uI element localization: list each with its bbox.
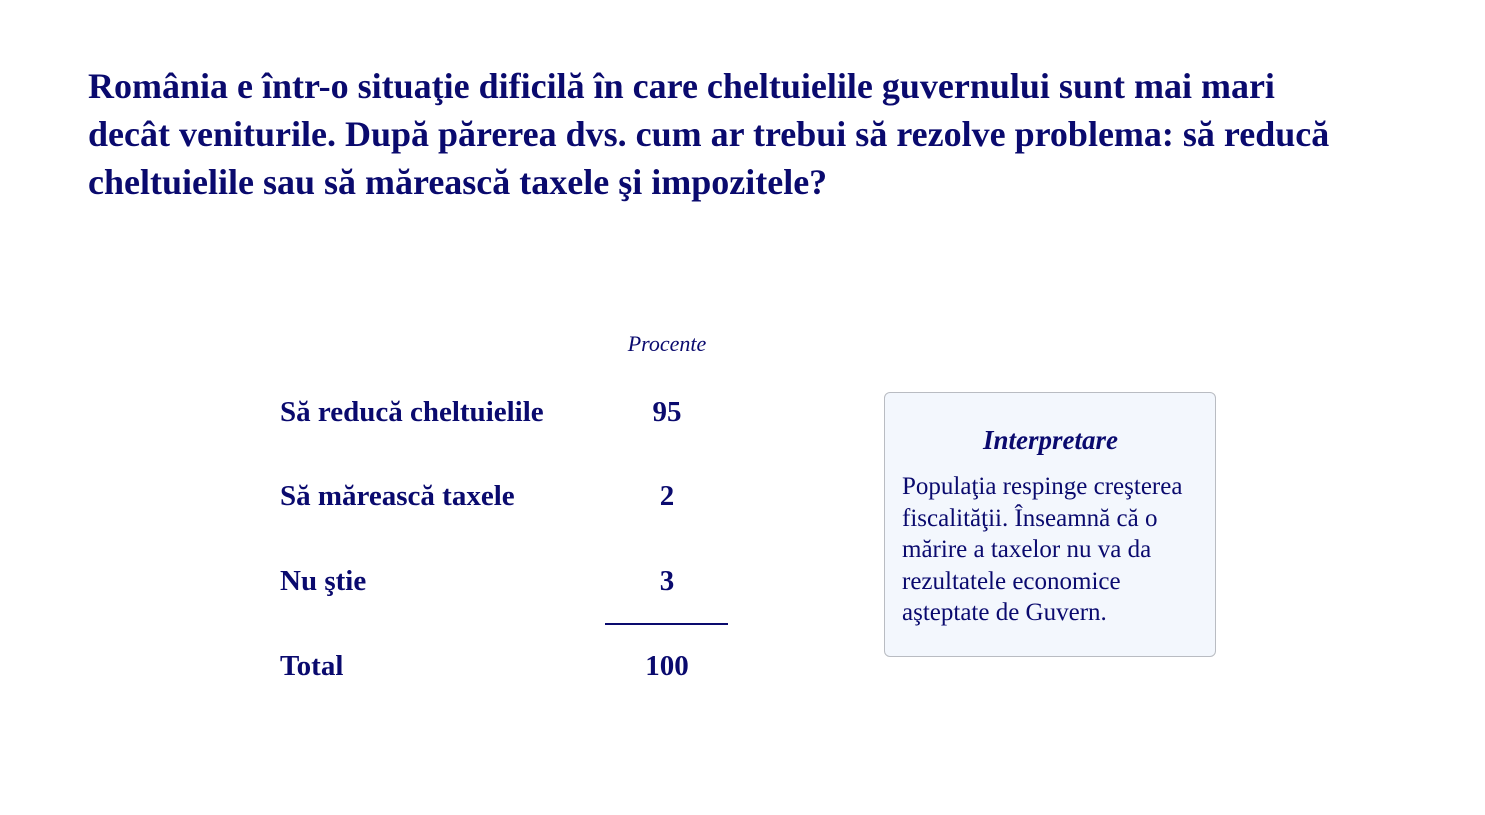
row-label-total: Total bbox=[280, 650, 344, 682]
row-value-dont-know: 3 bbox=[659, 565, 675, 597]
row-label-dont-know: Nu ştie bbox=[280, 565, 367, 597]
row-value-reduce-spending: 95 bbox=[652, 396, 682, 428]
row-label-raise-taxes: Să mărească taxele bbox=[280, 480, 515, 512]
total-divider bbox=[605, 623, 728, 625]
page-title: România e într-o situaţie dificilă în care cheltuielile guvernului sunt mai mari decât veniturile. După părerea dvs. cum ar trebui să rezolve problema: să reducă cheltuielile sau să mărească taxele şi impozitele? bbox=[88, 66, 1330, 202]
interpretation-text: Populaţia respinge creşterea fiscalităţii. Înseamnă că o mărire a taxelor nu va da rezultatele economice aşteptate de Guvern. bbox=[902, 473, 1183, 626]
row-value-total: 100 bbox=[645, 650, 689, 682]
row-label-reduce-spending: Să reducă cheltuielile bbox=[280, 396, 544, 428]
column-header-percent: Procente bbox=[627, 331, 707, 356]
interpretation-title: Interpretare bbox=[983, 425, 1118, 455]
interpretation-box bbox=[884, 392, 1216, 657]
row-value-raise-taxes: 2 bbox=[659, 480, 675, 512]
